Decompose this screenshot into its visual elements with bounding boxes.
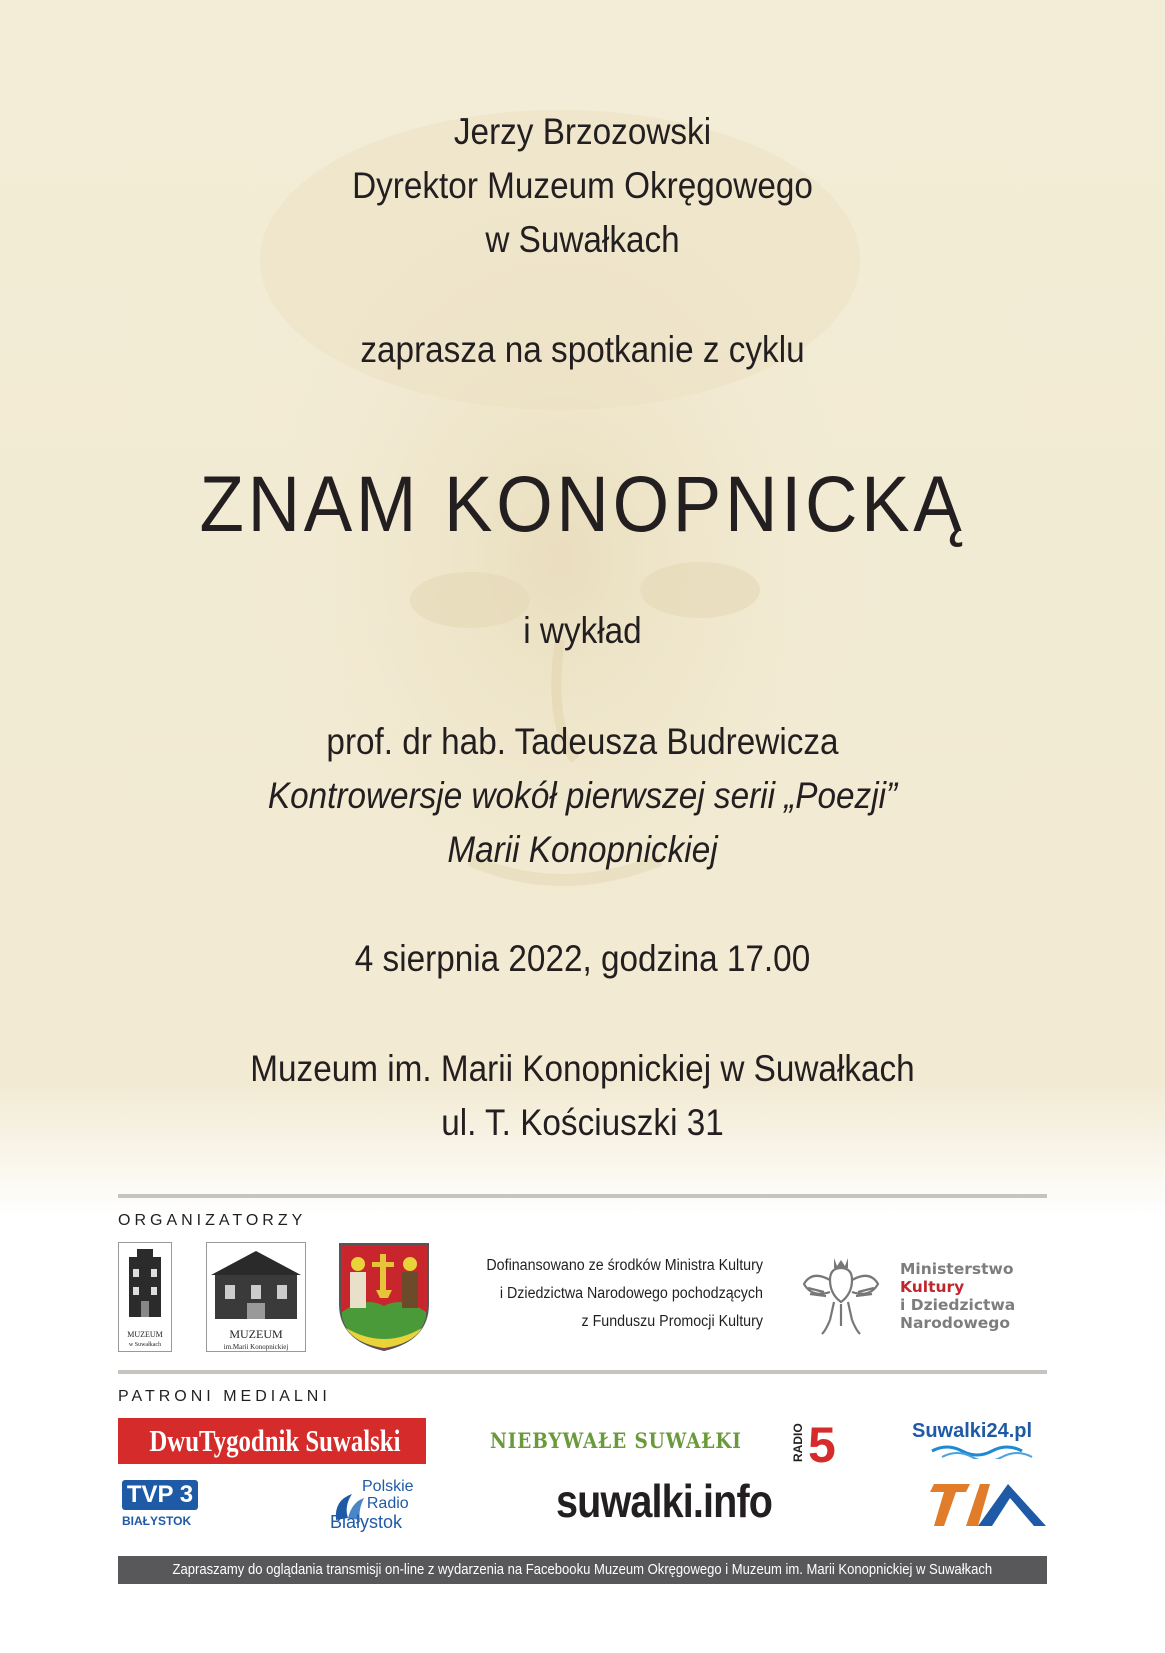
- footer-text: Zapraszamy do oglądania transmisji on-line z wydarzenia na Facebooku Muzeum Okręgowego i Muzeum im. Marii Konopnickiej w Suwałkach: [172, 1562, 993, 1578]
- venue-address: ul. T. Kościuszki 31: [441, 1102, 724, 1143]
- lecture-title-line2: Marii Konopnickiej: [447, 829, 718, 870]
- suwalki-info-text: suwalki.info: [556, 1475, 773, 1527]
- radio-line: Radio: [366, 1495, 409, 1512]
- museum-suwalki-logo: [118, 1242, 172, 1352]
- ministry-line: Ministerstwo: [900, 1260, 1014, 1278]
- tvp3-text: TVP 3: [122, 1480, 198, 1510]
- ministry-line: i Dziedzictwa: [900, 1296, 1016, 1314]
- host-name: Jerzy Brzozowski: [453, 111, 712, 152]
- radio5-number: 5: [808, 1417, 836, 1466]
- museum-konopnicka-logo: [206, 1242, 306, 1352]
- media-patrons-label: PATRONI MEDIALNI: [118, 1388, 331, 1405]
- lecture-title-line1: Kontrowersje wokół pierwszej serii „Poezji”: [267, 775, 898, 816]
- cycle-title: ZNAM KONOPNICKĄ: [199, 459, 966, 548]
- niebywale-text: NIEBYWAŁE SUWAŁKI: [490, 1428, 742, 1453]
- ministry-line: Narodowego: [900, 1314, 1011, 1332]
- dwutygodnik-suwalski-logo: [118, 1418, 426, 1464]
- suwalki-info-logo: [556, 1474, 807, 1528]
- venue-name: Muzeum im. Marii Konopnickiej w Suwałkach: [250, 1048, 915, 1089]
- funding-line: i Dziedzictwa Narodowego pochodzących: [499, 1285, 763, 1302]
- polskie-radio-bialystok-logo: [330, 1478, 440, 1534]
- funding-line: z Funduszu Promocji Kultury: [581, 1313, 763, 1330]
- tvs-logo: [930, 1478, 1048, 1530]
- and-lecture-text: i wykład: [523, 610, 642, 651]
- suwalki24-text: Suwalki24.pl: [912, 1420, 1033, 1442]
- tvp3-logo: [122, 1480, 198, 1528]
- host-title: Dyrektor Muzeum Okręgowego: [352, 165, 813, 206]
- radio5-logo: [790, 1416, 850, 1466]
- radio5-label: RADIO: [791, 1423, 805, 1462]
- suwalki24-logo: [912, 1420, 1047, 1466]
- suwalki-coat-of-arms: [336, 1240, 432, 1352]
- tvp3-city: BIAŁYSTOK: [122, 1514, 192, 1528]
- funding-note: [447, 1252, 763, 1336]
- lecturer-name: prof. dr hab. Tadeusza Budrewicza: [326, 721, 839, 762]
- invitation-text: zaprasza na spotkanie z cyklu: [360, 329, 805, 370]
- organizers-label: ORGANIZATORZY: [118, 1212, 307, 1229]
- host-place: w Suwałkach: [485, 219, 680, 260]
- footer-banner: [118, 1556, 1047, 1584]
- logo-text: MUZEUM: [127, 1330, 163, 1339]
- logo-text: w Suwałkach: [128, 1342, 162, 1348]
- niebywale-suwalki-logo: [490, 1428, 742, 1453]
- polish-eagle-icon: [800, 1254, 882, 1340]
- event-date-time: 4 sierpnia 2022, godzina 17.00: [354, 938, 811, 979]
- radio-line: Polskie: [362, 1478, 414, 1495]
- divider: [118, 1194, 1047, 1198]
- logo-text: im.Marii Konopnickiej: [223, 1343, 289, 1351]
- dwutygodnik-text: DwuTygodnik Suwalski: [149, 1423, 401, 1458]
- funding-line: Dofinansowano ze środków Ministra Kultury: [486, 1257, 763, 1274]
- ministry-logo-text: [900, 1260, 1015, 1332]
- radio-line: Białystok: [330, 1512, 403, 1532]
- ministry-line: Kultury: [900, 1278, 965, 1296]
- divider: [118, 1370, 1047, 1374]
- logo-text: MUZEUM: [229, 1327, 283, 1341]
